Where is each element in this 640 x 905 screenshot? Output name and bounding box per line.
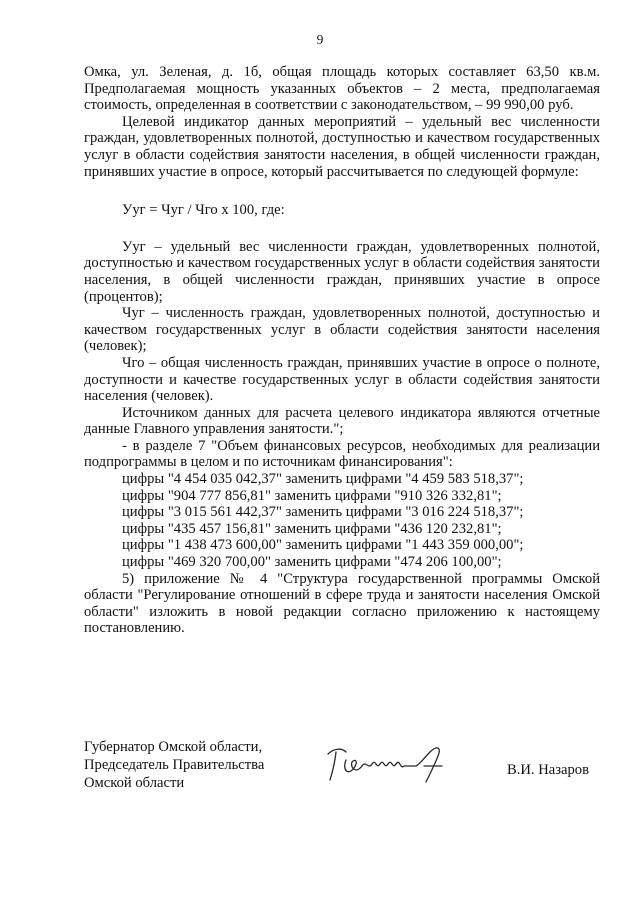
list-item: цифры "904 777 856,81" заменить цифрами "910 326 332,81"; bbox=[122, 487, 502, 504]
signatory-title-line: Председатель Правительства bbox=[84, 757, 265, 773]
signatory-title-line: Омской области bbox=[84, 775, 185, 791]
list-item: цифры "435 457 156,81" заменить цифрами "436 120 232,81"; bbox=[122, 520, 502, 537]
paragraph-chug-definition: Чуг – численность граждан, удовлетворенных полнотой, доступностью и качеством государственных услуг в области содействия занятости населения (человек); bbox=[84, 305, 600, 355]
paragraph-data-source: Источником данных для расчета целевого индикатора являются отчетные данные Главного управления занятости."; bbox=[84, 404, 600, 438]
handwritten-signature-icon bbox=[320, 740, 480, 786]
list-item: цифры "1 438 473 600,00" заменить цифрами "1 443 359 000,00"; bbox=[122, 537, 524, 554]
list-item: цифры "4 454 035 042,37" заменить цифрами "4 459 583 518,37"; bbox=[122, 471, 524, 488]
paragraph-appendix-4: 5) приложение № 4 "Структура государственной программы Омской области "Регулирование отношений в сфере труда и занятости населения Омской области" изложить в новой редакции согласно приложению к настоящему постановлению. bbox=[84, 570, 600, 637]
paragraph-uug-definition: Ууг – удельный вес численности граждан, удовлетворенных полнотой, доступностью и качеством государственных услуг в области содействия занятости населения, в общей численности граждан, принявших участие в опросе (процентов); bbox=[84, 238, 600, 305]
list-item: цифры "3 015 561 442,37" заменить цифрами "3 016 224 518,37"; bbox=[122, 504, 524, 521]
document-body bbox=[84, 64, 600, 637]
list-item: цифры "469 320 700,00" заменить цифрами "474 206 100,00"; bbox=[122, 554, 502, 571]
paragraph-target-indicator: Целевой индикатор данных мероприятий – удельный вес численности граждан, удовлетворенных полнотой, доступностью и качеством государственных услуг в области содействия занятости населения, в общей численности граждан, принявших участие в опросе, который рассчитывается по следующей формуле: bbox=[84, 113, 600, 180]
signatory-name: В.И. Назаров bbox=[507, 762, 589, 778]
paragraph-section-7: - в разделе 7 "Объем финансовых ресурсов, необходимых для реализации подпрограммы в целом и по источникам финансирования": bbox=[84, 437, 600, 471]
paragraph-address: Омка, ул. Зеленая, д. 1б, общая площадь которых составляет 63,50 кв.м. Предполагаемая мощность указанных объектов – 2 места, предполагаемая стоимость, определенная в соответствии с законодательством, – 99 990,00 руб. bbox=[84, 64, 600, 114]
formula-line: Ууг = Чуг / Чго х 100, где: bbox=[122, 202, 285, 219]
paragraph-chgo-definition: Чго – общая численность граждан, принявших участие в опросе о полноте, доступности и качестве государственных услуг в области содействия занятости населения (человек). bbox=[84, 354, 600, 405]
replacement-list bbox=[84, 471, 600, 571]
signatory-title-line: Губернатор Омской области, bbox=[84, 739, 263, 755]
signatory-title bbox=[84, 738, 304, 792]
page-number: 9 bbox=[316, 32, 324, 47]
